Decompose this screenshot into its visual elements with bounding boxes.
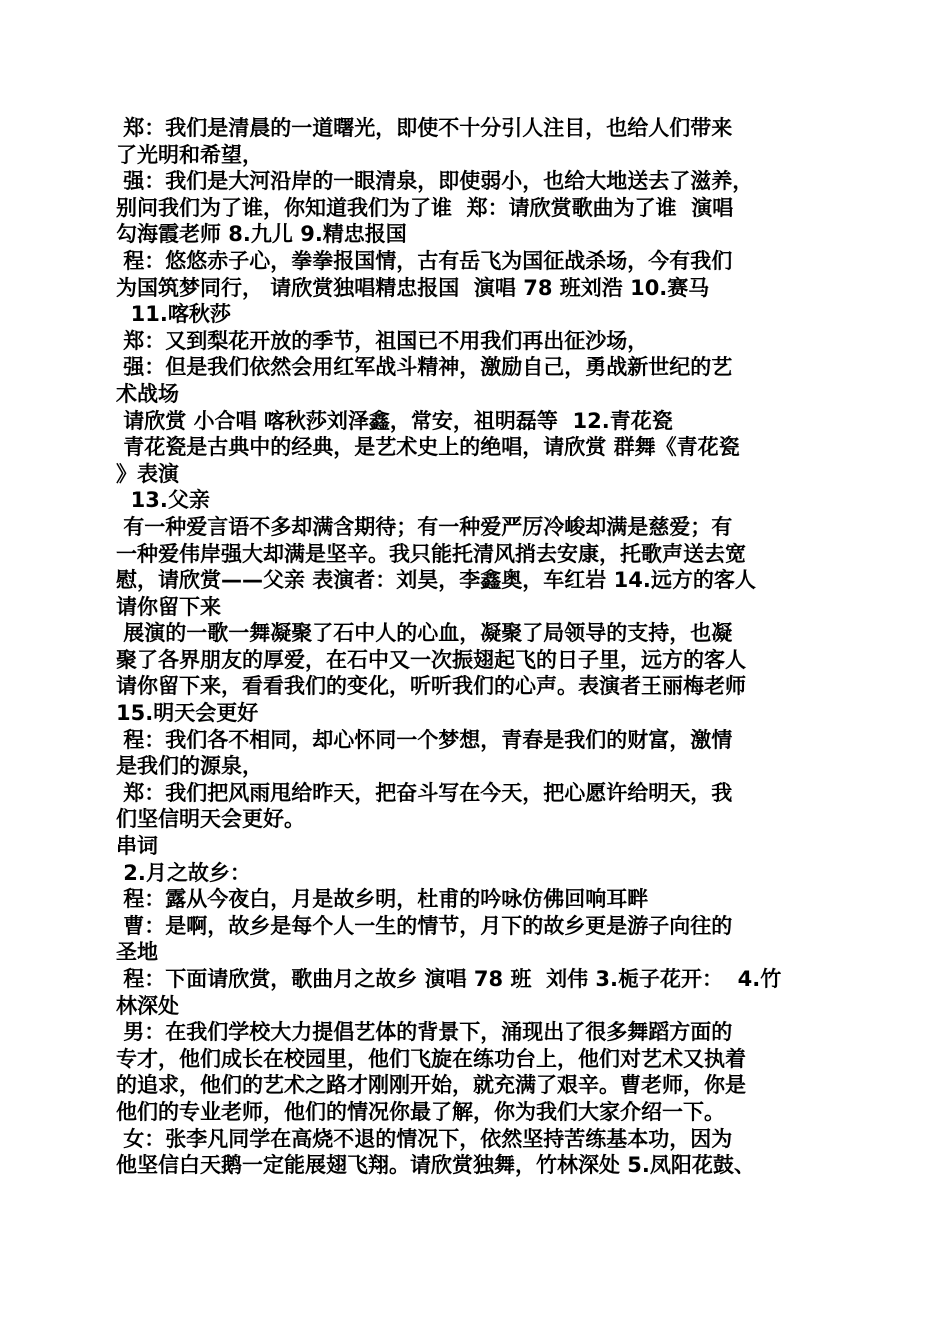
text-line: 郑：又到梨花开放的季节，祖国已不用我们再出征沙场，: [116, 328, 649, 353]
text-line: 慰，请欣赏——父亲 表演者：刘昊，李鑫奥，车红岩 14.远方的客人: [116, 568, 756, 593]
text-line: 为国筑梦同行， 请欣赏独唱精忠报国 演唱 78 班刘浩 10.赛马: [116, 275, 710, 300]
text-line: 有一种爱言语不多却满含期待；有一种爱严厉冷峻却满是慈爱；有: [116, 514, 733, 539]
text-line: 曹：是啊，故乡是每个人一生的情节，月下的故乡更是游子向往的: [116, 913, 733, 938]
text-line: 15.明天会更好: [116, 701, 259, 726]
text-line: 程：我们各不相同，却心怀同一个梦想，青春是我们的财富，激情: [116, 727, 733, 752]
text-line: 郑：我们是清晨的一道曙光，即使不十分引人注目，也给人们带来: [116, 116, 733, 140]
text-line: 一种爱伟岸强大却满是坚辛。我只能托清风捎去安康，托歌声送去宽: [116, 541, 746, 566]
text-line: 男：在我们学校大力提倡艺体的背景下，涌现出了很多舞蹈方面的: [116, 1020, 733, 1045]
text-line: 强：但是我们依然会用红军战斗精神，激励自己，勇战新世纪的艺: [116, 355, 733, 380]
text-line: 聚了各界朋友的厚爱，在石中又一次振翅起飞的日子里，远方的客人: [116, 647, 746, 672]
text-line: 们坚信明天会更好。: [116, 807, 305, 832]
text-line: 请你留下来: [116, 594, 221, 619]
text-line: 了光明和希望，: [116, 142, 263, 167]
text-line: 强：我们是大河沿岸的一眼清泉，即使弱小，也给大地送去了滋养，: [116, 169, 754, 194]
text-line: 程：下面请欣赏，歌曲月之故乡 演唱 78 班 刘伟 3.栀子花开： 4.竹: [116, 967, 782, 991]
text-line: 郑：我们把风雨甩给昨天，把奋斗写在今天，把心愿许给明天，我: [116, 780, 733, 805]
text-line: 他们的专业老师，他们的情况你最了解，你为我们大家介绍一下。: [116, 1099, 725, 1124]
text-line: 勾海霞老师 8.九儿 9.精忠报国: [116, 222, 407, 247]
text-line: 是我们的源泉，: [116, 754, 263, 779]
text-line: 圣地: [116, 940, 158, 965]
text-line: 13.父亲: [116, 488, 210, 513]
text-line: 串词: [116, 834, 158, 859]
text-line: 术战场: [116, 381, 179, 406]
text-line: 请你留下来，看看我们的变化，听听我们的心声。表演者王丽梅老师: [116, 674, 746, 699]
text-line: 展演的一歌一舞凝聚了石中人的心血，凝聚了局领导的支持，也凝: [116, 621, 733, 646]
text-line: 请欣赏 小合唱 喀秋莎刘泽鑫，常安，祖明磊等 12.青花瓷: [116, 408, 673, 433]
text-line: 女：张李凡同学在高烧不退的情况下，依然坚持苦练基本功，因为: [116, 1126, 733, 1151]
text-line: 专才，他们成长在校园里，他们飞旋在练功台上，他们对艺术又执着: [116, 1046, 746, 1071]
document-body: [116, 115, 838, 1179]
text-line: 青花瓷是古典中的经典，是艺术史上的绝唱，请欣赏 群舞《青花瓷: [116, 435, 740, 460]
text-line: 程：露从今夜白，月是故乡明，杜甫的吟咏仿佛回响耳畔: [116, 887, 649, 912]
text-line: 》表演: [116, 461, 179, 486]
text-line: 11.喀秋莎: [116, 302, 231, 327]
text-line: 的追求，他们的艺术之路才刚刚开始，就充满了艰辛。曹老师，你是: [116, 1073, 746, 1098]
text-line: 他坚信白天鹅一定能展翅飞翔。请欣赏独舞，竹林深处 5.凤阳花鼓、: [116, 1153, 755, 1178]
text-line: 别问我们为了谁，你知道我们为了谁 郑：请欣赏歌曲为了谁 演唱: [116, 195, 734, 220]
text-line: 林深处: [116, 993, 179, 1018]
text-line: 程：悠悠赤子心，拳拳报国情，古有岳飞为国征战杀场，今有我们: [116, 248, 733, 273]
text-line: 2.月之故乡：: [116, 860, 251, 885]
